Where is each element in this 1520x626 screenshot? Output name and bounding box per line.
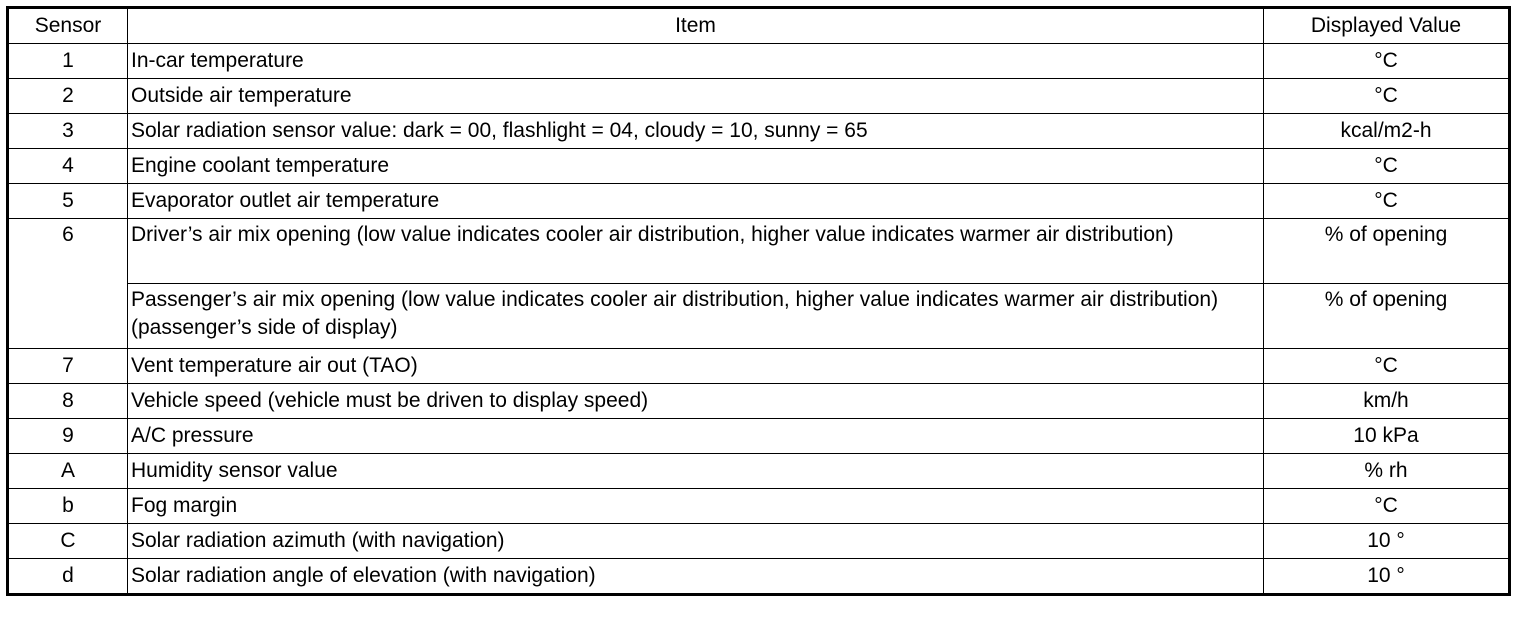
sensor-id: C	[8, 524, 128, 559]
item-description: A/C pressure	[128, 419, 1264, 454]
item-description: Evaporator outlet air temperature	[128, 184, 1264, 219]
table-row	[8, 284, 1510, 349]
table-row	[8, 489, 1510, 524]
table-row	[8, 149, 1510, 184]
displayed-value: 10 °	[1264, 524, 1510, 559]
item-description: Passenger’s air mix opening (low value indicates cooler air distribution, higher value indicates warmer air distribution) (passenger’s side of display)	[128, 284, 1264, 349]
displayed-value: % of opening	[1264, 284, 1510, 349]
item-description: Outside air temperature	[128, 79, 1264, 114]
table-row	[8, 79, 1510, 114]
table-row	[8, 44, 1510, 79]
sensor-table	[6, 6, 1511, 596]
sensor-id: A	[8, 454, 128, 489]
item-description: Driver’s air mix opening (low value indicates cooler air distribution, higher value indicates warmer air distribution)	[128, 219, 1264, 284]
displayed-value: °C	[1264, 184, 1510, 219]
sensor-id: 6	[8, 219, 128, 349]
item-description: Solar radiation sensor value: dark = 00, flashlight = 04, cloudy = 10, sunny = 65	[128, 114, 1264, 149]
table-row	[8, 454, 1510, 489]
table-row	[8, 419, 1510, 454]
sensor-id: 9	[8, 419, 128, 454]
displayed-value: °C	[1264, 349, 1510, 384]
table-row	[8, 114, 1510, 149]
item-description: Solar radiation angle of elevation (with navigation)	[128, 559, 1264, 595]
table-row	[8, 219, 1510, 284]
item-description: Fog margin	[128, 489, 1264, 524]
displayed-value: % of opening	[1264, 219, 1510, 284]
sensor-id: 5	[8, 184, 128, 219]
sensor-id: 7	[8, 349, 128, 384]
table-row	[8, 524, 1510, 559]
displayed-value: 10 °	[1264, 559, 1510, 595]
displayed-value: % rh	[1264, 454, 1510, 489]
displayed-value: °C	[1264, 44, 1510, 79]
header-item: Item	[128, 8, 1264, 44]
item-description: In-car temperature	[128, 44, 1264, 79]
sensor-id: d	[8, 559, 128, 595]
sensor-id: b	[8, 489, 128, 524]
displayed-value: °C	[1264, 79, 1510, 114]
table-header-row	[8, 8, 1510, 44]
sensor-id: 1	[8, 44, 128, 79]
displayed-value: 10 kPa	[1264, 419, 1510, 454]
table-row	[8, 559, 1510, 595]
item-description: Humidity sensor value	[128, 454, 1264, 489]
table-row	[8, 384, 1510, 419]
sensor-id: 4	[8, 149, 128, 184]
header-sensor: Sensor	[8, 8, 128, 44]
header-displayed-value: Displayed Value	[1264, 8, 1510, 44]
item-description: Vent temperature air out (TAO)	[128, 349, 1264, 384]
displayed-value: kcal/m2-h	[1264, 114, 1510, 149]
displayed-value: °C	[1264, 489, 1510, 524]
sensor-id: 3	[8, 114, 128, 149]
item-description: Engine coolant temperature	[128, 149, 1264, 184]
table-row	[8, 349, 1510, 384]
displayed-value: km/h	[1264, 384, 1510, 419]
table-row	[8, 184, 1510, 219]
item-description: Solar radiation azimuth (with navigation)	[128, 524, 1264, 559]
sensor-id: 8	[8, 384, 128, 419]
displayed-value: °C	[1264, 149, 1510, 184]
sensor-id: 2	[8, 79, 128, 114]
item-description: Vehicle speed (vehicle must be driven to display speed)	[128, 384, 1264, 419]
